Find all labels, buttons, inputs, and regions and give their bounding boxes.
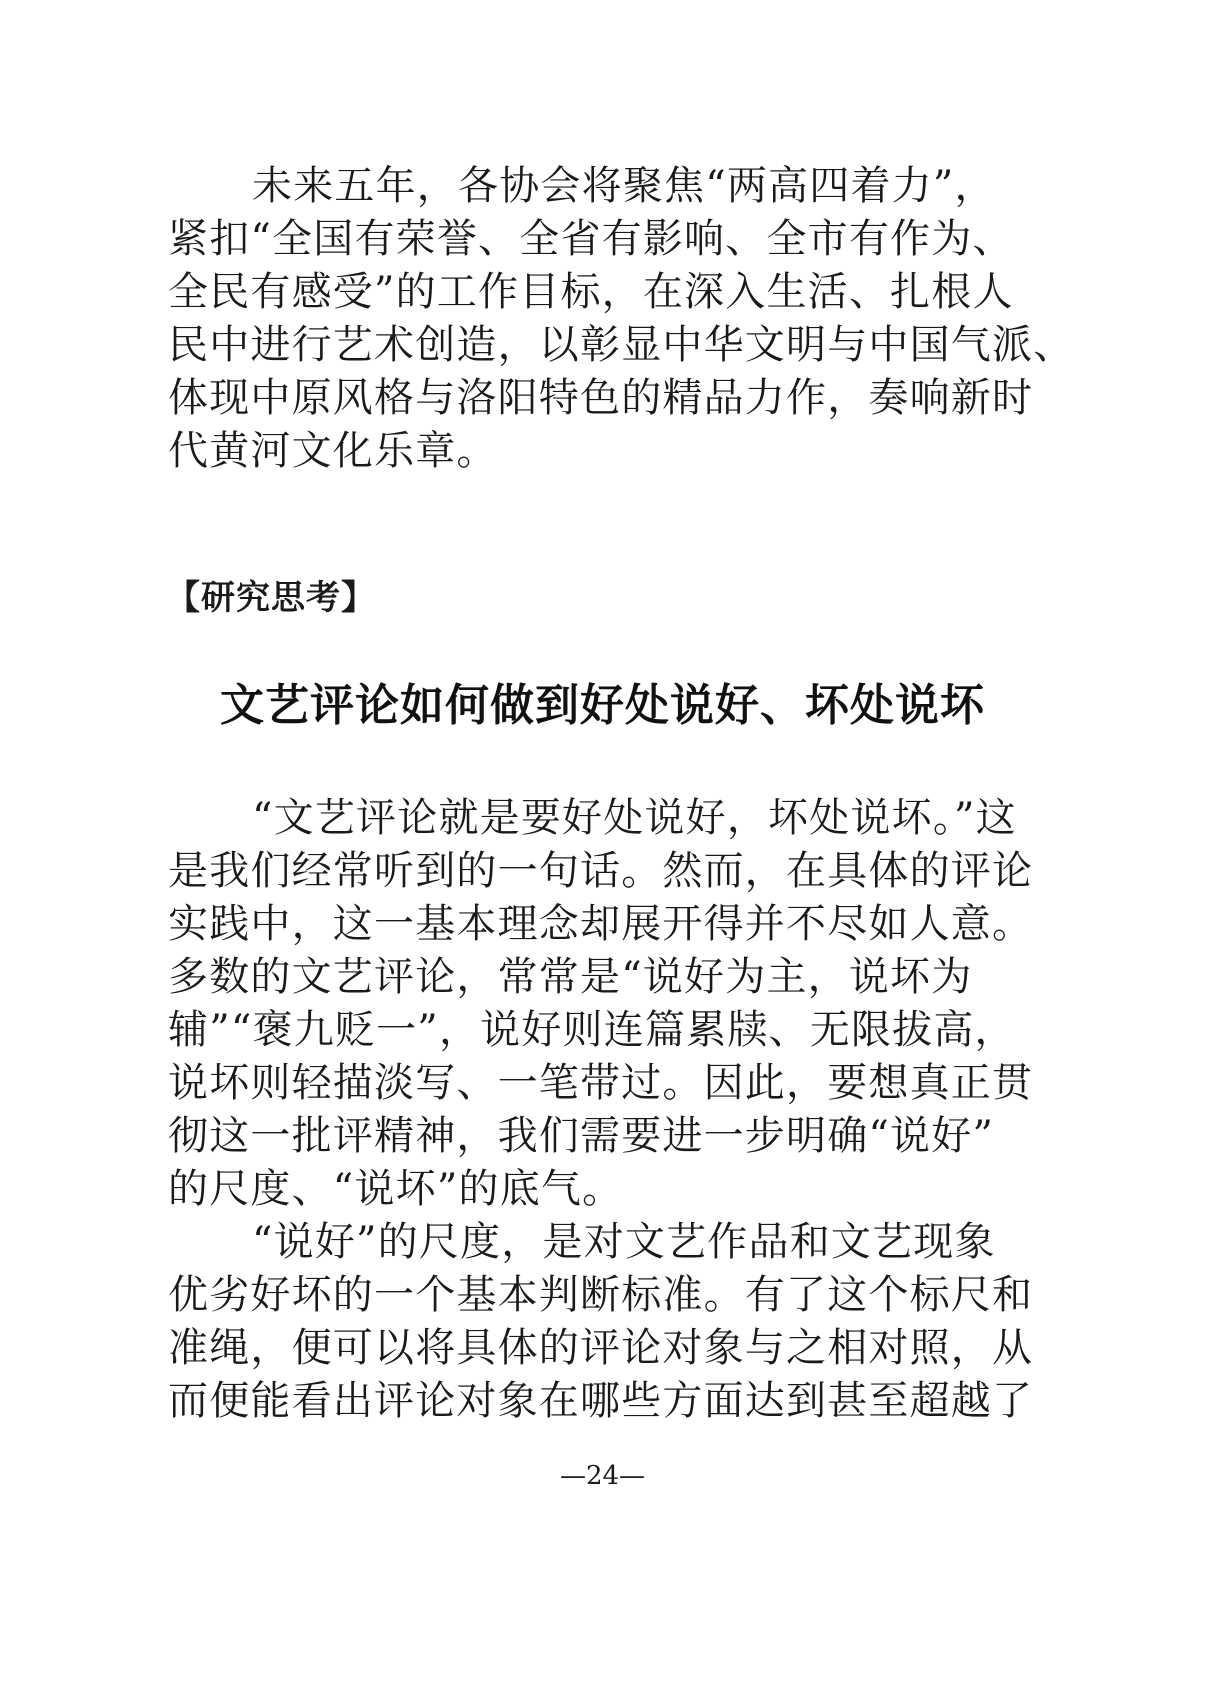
- text-line: 优劣好坏的一个基本判断标准。有了这个标尺和: [168, 1272, 1034, 1318]
- text-line: 实践中，这一基本理念却展开得并不尽如人意。: [168, 901, 1034, 947]
- text-line: 体现中原风格与洛阳特色的精品力作，奏响新时: [168, 375, 1034, 421]
- text-line: 而便能看出评论对象在哪些方面达到甚至超越了: [168, 1378, 1034, 1424]
- article-title: 文艺评论如何做到好处说好、坏处说坏: [220, 680, 985, 731]
- text-line: 多数的文艺评论，常常是“说好为主，说坏为: [168, 954, 973, 1000]
- text-line: 全民有感受”的工作目标，在深入生活、扎根人: [168, 269, 1014, 315]
- text-line: 的尺度、“说坏”的底气。: [168, 1166, 624, 1212]
- text-line: 代黄河文化乐章。: [168, 428, 498, 474]
- text-line: 辅”“褒九贬一”，说好则连篇累牍、无限拔高，: [168, 1007, 1016, 1053]
- text-line: “文艺评论就是要好处说好，坏处说坏。”这: [252, 795, 1017, 841]
- text-line: 未来五年，各协会将聚焦“两高四着力”，: [252, 163, 996, 209]
- section-label: 【研究思考】: [166, 578, 376, 618]
- text-line: 民中进行艺术创造，以彰显中华文明与中国气派、: [168, 322, 1075, 368]
- text-line: 是我们经常听到的一句话。然而，在具体的评论: [168, 848, 1034, 894]
- page-number: —24—: [559, 1461, 646, 1491]
- text-line: 紧扣“全国有荣誉、全省有影响、全市有作为、: [168, 216, 1014, 262]
- text-line: 彻这一批评精神，我们需要进一步明确“说好”: [168, 1113, 995, 1159]
- text-line: “说好”的尺度，是对文艺作品和文艺现象: [252, 1219, 996, 1265]
- text-line: 准绳，便可以将具体的评论对象与之相对照，从: [168, 1325, 1034, 1371]
- text-line: 说坏则轻描淡写、一笔带过。因此，要想真正贯: [168, 1060, 1034, 1106]
